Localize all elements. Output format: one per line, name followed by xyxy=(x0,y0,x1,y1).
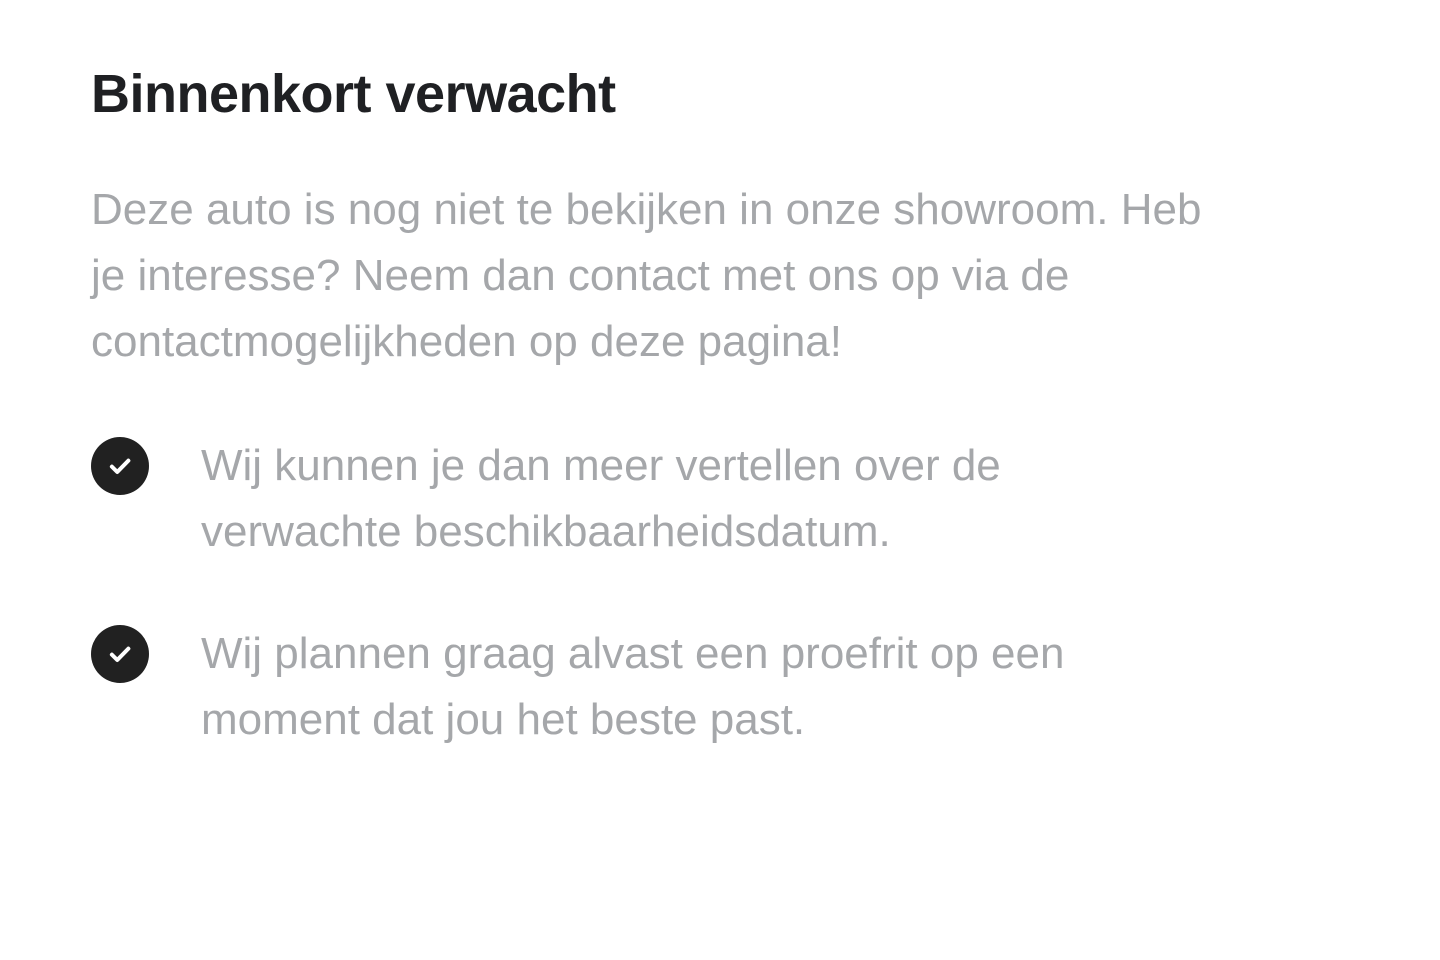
list-item xyxy=(91,433,1350,565)
list-item-text: Wij kunnen je dan meer vertellen over de verwachte beschikbaarheidsdatum. xyxy=(201,440,1001,556)
check-circle-icon xyxy=(91,625,149,683)
benefits-list xyxy=(91,433,1350,753)
check-circle-icon xyxy=(91,437,149,495)
list-item xyxy=(91,621,1350,753)
section-intro-text: Deze auto is nog niet te bekijken in onze showroom. Heb je interesse? Neem dan contact met ons op via de contactmogelijkheden op deze pagina! xyxy=(91,184,1202,366)
list-item-text: Wij plannen graag alvast een proefrit op een moment dat jou het beste past. xyxy=(201,628,1065,744)
section-title: Binnenkort verwacht xyxy=(91,64,616,124)
